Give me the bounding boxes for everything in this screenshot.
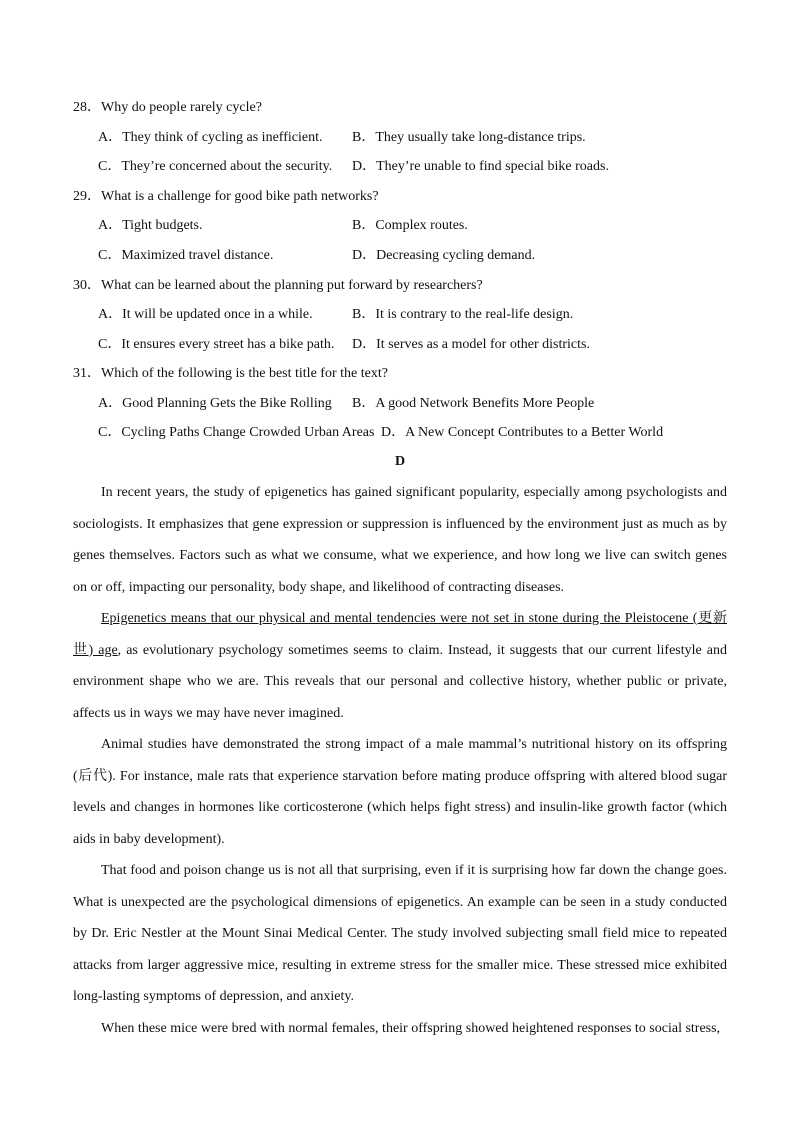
- question-31-stem: 31．Which of the following is the best title for the text?: [73, 366, 388, 381]
- question-31-option-c: C．Cycling Paths Change Crowded Urban Areas: [98, 425, 375, 440]
- question-30-option-d: D．It serves as a model for other districts.: [352, 337, 590, 352]
- underlined-sentence: Epigenetics means that our physical and mental tendencies were not set in stone during the Pleistocene (更新世) age: [73, 611, 727, 658]
- question-31-option-d: D．A New Concept Contributes to a Better World: [381, 425, 664, 440]
- passage-paragraph-5: When these mice were bred with normal females, their offspring showed heightened responses to social stress,: [101, 1020, 721, 1036]
- question-28-option-b: B．They usually take long-distance trips.: [352, 130, 586, 145]
- passage-paragraph-1: In recent years, the study of epigenetics has gained significant popularity, especially among psychologists and sociologists. It emphasizes that gene expression or suppression is influenced by the environment just as much as by genes themselves. Factors such as what we consume, what we experience, and how long we live can switch genes on or off, impacting our personality, body shape, and likelihood of contracting diseases.: [73, 485, 727, 595]
- passage-paragraph-2: [73, 603, 727, 729]
- question-30-option-c: C．It ensures every street has a bike path.: [98, 337, 335, 352]
- question-29-stem: 29．What is a challenge for good bike path networks?: [73, 189, 379, 204]
- question-31-option-a: A．Good Planning Gets the Bike Rolling: [98, 396, 332, 411]
- question-30-option-b: B．It is contrary to the real-life design.: [352, 307, 574, 322]
- section-heading: D: [394, 454, 406, 469]
- passage-paragraph-3: Animal studies have demonstrated the strong impact of a male mammal’s nutritional history on its offspring (后代). For instance, male rats that experience starvation before mating produce offspring with altered blood sugar levels and changes in hormones like corticosterone (which helps fight stress) and insulin-like growth factor (which aids in baby development).: [73, 737, 727, 847]
- passage-paragraph-4: That food and poison change us is not all that surprising, even if it is surprising how far down the change goes. What is unexpected are the psychological dimensions of epigenetics. An example can be seen in a study conducted by Dr. Eric Nestler at the Mount Sinai Medical Center. The study involved subjecting small field mice to repeated attacks from larger aggressive mice, resulting in extreme stress for the smaller mice. These stressed mice exhibited long-lasting symptoms of depression, and anxiety.: [73, 863, 727, 1004]
- question-30-stem: 30．What can be learned about the planning put forward by researchers?: [73, 278, 483, 293]
- reading-passage: [73, 477, 727, 1044]
- question-30-option-a: A．It will be updated once in a while.: [98, 307, 313, 322]
- question-29-option-c: C．Maximized travel distance.: [98, 248, 274, 263]
- question-28-option-d: D．They’re unable to find special bike roads.: [352, 159, 609, 174]
- question-29-option-d: D．Decreasing cycling demand.: [352, 248, 536, 263]
- question-28-option-c: C．They’re concerned about the security.: [98, 159, 333, 174]
- passage-paragraph-2-rest: , as evolutionary psychology sometimes seems to claim. Instead, it suggests that our current lifestyle and environment shape who we are. This reveals that our personal and collective history, whether public or private, affects us in ways we may have never imagined.: [73, 642, 728, 721]
- question-29-option-b: B．Complex routes.: [352, 218, 468, 233]
- question-28-stem: 28．Why do people rarely cycle?: [73, 100, 262, 115]
- question-31-option-b: B．A good Network Benefits More People: [352, 396, 595, 411]
- question-28-option-a: A．They think of cycling as inefficient.: [98, 130, 323, 145]
- question-29-option-a: A．Tight budgets.: [98, 218, 203, 233]
